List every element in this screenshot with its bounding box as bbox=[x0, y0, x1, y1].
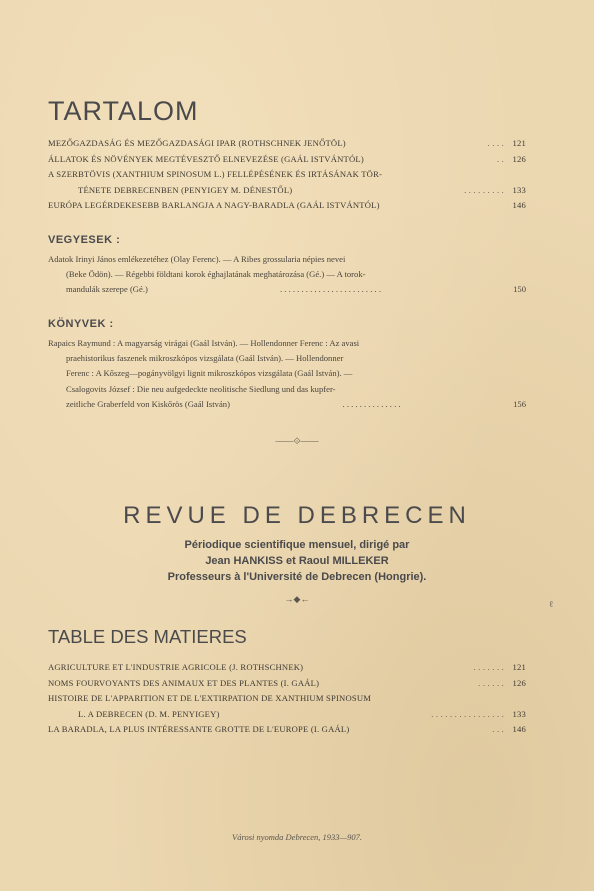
toc-entry: ÁLLATOK ÉS NÖVÉNYEK MEGTÉVESZTŐ ELNEVEZÉSE (GAÁL ISTVÁNTÓL) . . 126 bbox=[48, 152, 526, 168]
text-line: mandulák szerepe (Gé.) . . . . . . . . . . . . . . . . . . . . . . . . 150 bbox=[48, 282, 526, 297]
small-ornament: →◆← bbox=[284, 594, 310, 604]
toc-entry: AGRICULTURE ET L'INDUSTRIE AGRICOLE (J. ROTHSCHNEK) . . . . . . . 121 bbox=[48, 660, 526, 676]
text-line: Adatok Irinyi János emlékezetéhez (Olay Ferenc). — A Ribes grossularia népies nevei bbox=[48, 254, 346, 264]
page-number: 126 bbox=[512, 677, 526, 688]
table-des-matieres-list bbox=[48, 660, 526, 738]
toc-entry: TÉNETE DEBRECENBEN (PENYIGEY M. DÉNESTŐL) . . . . . . . . . 133 bbox=[48, 183, 526, 199]
vegyesek-heading: VEGYESEK : bbox=[48, 234, 121, 246]
toc-entry: EURÓPA LEGÉRDEKESEBB BARLANGJA A NAGY-BARADLA (GAÁL ISTVÁNTÓL) 146 bbox=[48, 198, 526, 214]
page-number: 146 bbox=[512, 200, 526, 210]
text-line: Ferenc : A Kőszeg—pogányvölgyi lignit mikroszkópos vizsgálata (Gaál István). — bbox=[66, 368, 353, 379]
revue-affiliation: Professeurs à l'Université de Debrecen (Hongrie). bbox=[167, 571, 427, 583]
text-line: praehistorikus faszenek mikroszkópos vizsgálata (Gaál István). — Hollendonner bbox=[66, 353, 344, 364]
toc-entry: NOMS FOURVOYANTS DES ANIMAUX ET DES PLANTES (I. GAÁL) . . . . . . 126 bbox=[48, 676, 526, 692]
tartalom-list bbox=[48, 136, 526, 214]
divider-ornament: ——⟐—— bbox=[275, 436, 319, 446]
page-number: 121 bbox=[512, 138, 526, 148]
page-number: 126 bbox=[512, 153, 526, 164]
text-line: Rapaics Raymund : A magyarság virágai (Gaál István). — Hollendonner Ferenc : Az avasi bbox=[48, 338, 360, 348]
toc-entry: HISTOIRE DE L'APPARITION ET DE L'EXTIRPATION DE XANTHIUM SPINOSUM bbox=[48, 693, 372, 703]
page-number: 133 bbox=[512, 184, 526, 195]
page-number: 133 bbox=[512, 708, 526, 719]
konyvek-text bbox=[48, 336, 526, 412]
text-line: (Beke Ödön). — Régebbi földtani korok éghajlatának meghatározása (Gé.) — A torok- bbox=[66, 269, 366, 280]
margin-mark: ℓ bbox=[549, 599, 554, 609]
page-number: 150 bbox=[513, 284, 526, 295]
toc-entry: LA BARADLA, LA PLUS INTÉRESSANTE GROTTE DE L'EUROPE (I. GAÁL) . . . 146 bbox=[48, 722, 526, 738]
page-number: 156 bbox=[513, 398, 526, 409]
revue-title: REVUE DE DEBRECEN bbox=[123, 502, 471, 529]
text-line: zeitliche Graberfeld von Kiskőrös (Gaál István) . . . . . . . . . . . . . . 156 bbox=[48, 397, 526, 412]
toc-entry: MEZŐGAZDASÁG ÉS MEZŐGAZDASÁGI IPAR (ROTHSCHNEK JENŐTÖL) . . . . 121 bbox=[48, 136, 526, 152]
revue-editors: Jean HANKISS et Raoul MILLEKER bbox=[205, 555, 389, 567]
toc-entry: A SZERBTÖVIS (XANTHIUM SPINOSUM L.) FELLÉPÉSÉNEK ÉS IRTÁSÁNAK TÖR- bbox=[48, 169, 383, 179]
konyvek-heading: KÖNYVEK : bbox=[48, 318, 114, 330]
vegyesek-text bbox=[48, 252, 526, 298]
revue-subtitle: Périodique scientifique mensuel, dirigé par bbox=[184, 539, 410, 551]
page-number: 146 bbox=[512, 724, 526, 734]
tartalom-title: TARTALOM bbox=[48, 96, 199, 126]
page-number: 121 bbox=[512, 662, 526, 672]
text-line: Csalogovits József : Die neu aufgedeckte neolitische Siedlung und das kupfer- bbox=[66, 383, 336, 394]
table-des-matieres-title: TABLE DES MATIERES bbox=[48, 626, 247, 647]
printer-imprint: Városi nyomda Debrecen, 1933—907. bbox=[232, 832, 362, 842]
toc-entry: L. A DEBRECEN (D. M. PENYIGEY) . . . . . . . . . . . . . . . . 133 bbox=[48, 707, 526, 723]
